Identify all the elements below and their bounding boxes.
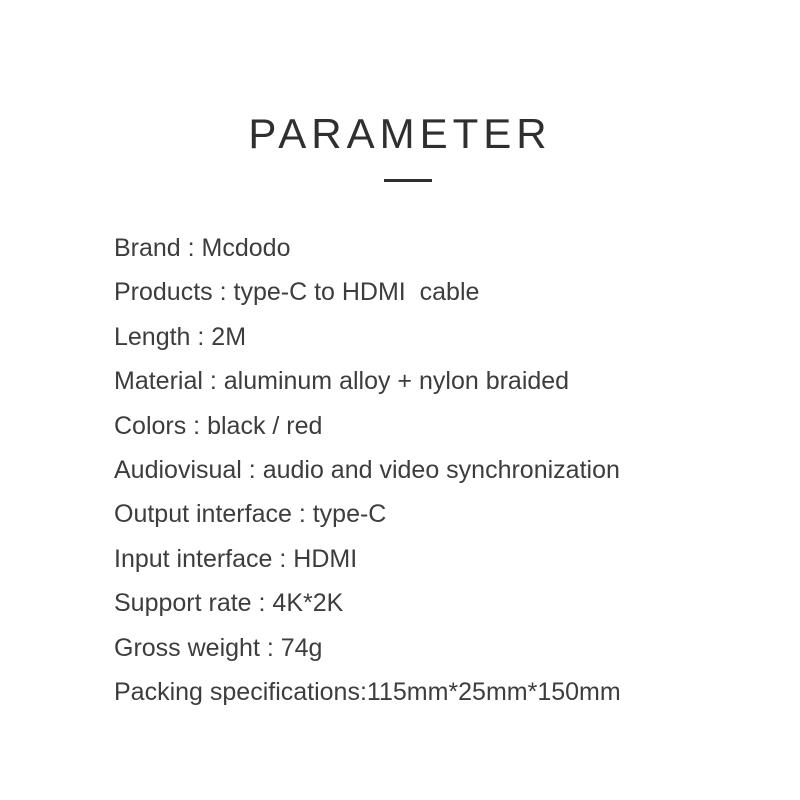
spec-list — [114, 226, 774, 714]
title-divider — [384, 179, 432, 182]
spec-input-interface: Input interface : HDMI — [114, 544, 358, 573]
spec-gross-weight: Gross weight : 74g — [114, 633, 323, 662]
spec-length: Length : 2M — [114, 322, 247, 351]
spec-brand: Brand : Mcdodo — [114, 234, 291, 262]
spec-support-rate: Support rate : 4K*2K — [114, 589, 344, 618]
page-title: PARAMETER — [248, 110, 552, 157]
spec-audiovisual: Audiovisual : audio and video synchronization — [114, 455, 620, 484]
spec-material: Material : aluminum alloy + nylon braided — [114, 367, 570, 396]
spec-packing: Packing specifications:115mm*25mm*150mm — [114, 677, 621, 706]
spec-output-interface: Output interface : type-C — [114, 500, 387, 529]
spec-colors: Colors : black / red — [114, 411, 323, 440]
spec-products: Products : type-C to HDMI cable — [114, 278, 480, 307]
